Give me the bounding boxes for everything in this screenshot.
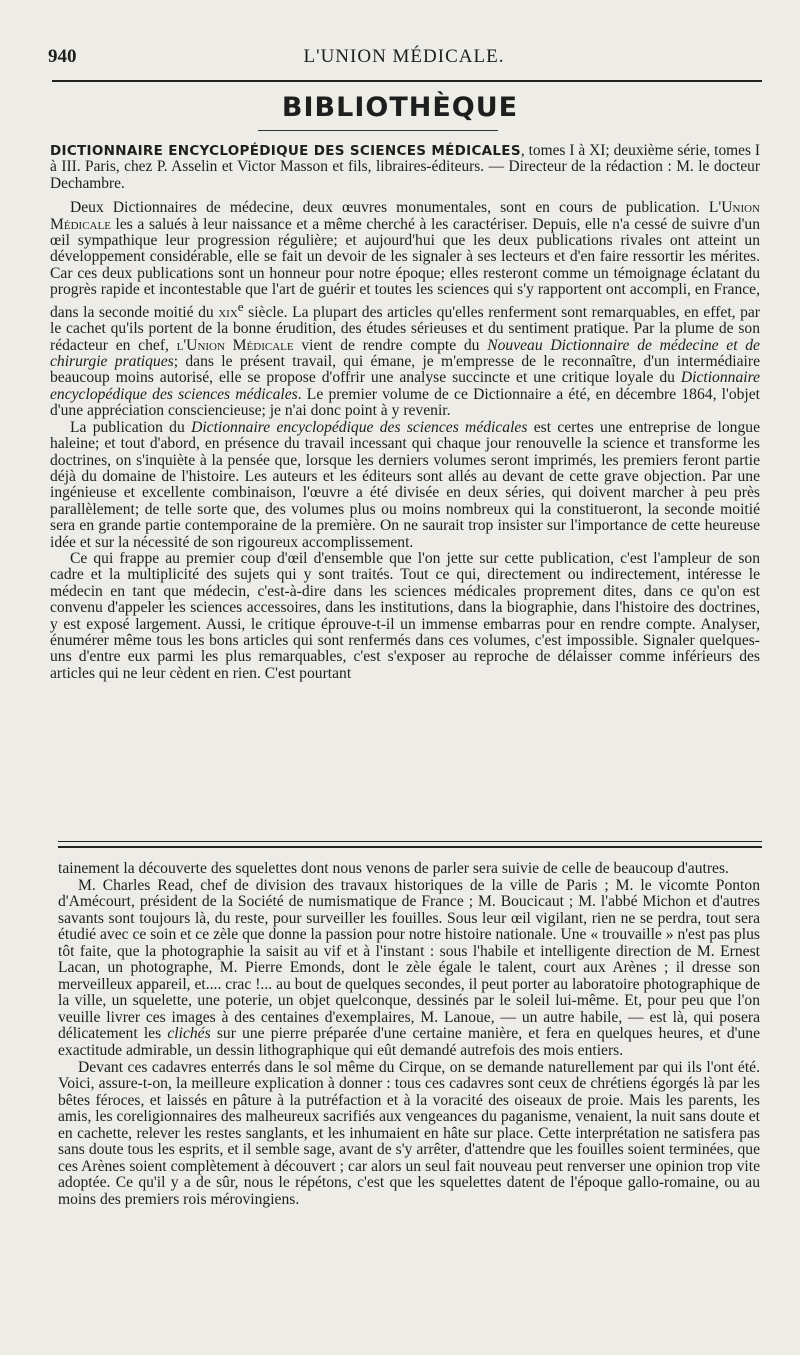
- paragraph: [50, 200, 760, 419]
- text-run: Deux Dictionnaires de médecine, deux œuvres monumentales, sont en cours de publication.: [70, 199, 709, 217]
- paragraph: Devant ces cadavres enterrés dans le sol même du Cirque, on se demande naturellement par qui ils l'ont été. Voici, assure-t-on, la meilleure explication à donner : tous ces cadavres sont ceux de chrétiens égorgés là par les bêtes féroces, et laissés en pâture à la putréfaction et à la voracité des oiseaux de proie. Mais les parents, les amis, les coreligionnaires des malheureux sacrifiés aux vengeances du paganisme, venaient, la nuit sans doute et en cachette, relever les restes sanglants, et les inhumaient en hâte sur place. Cette interprétation ne satisfera pas sans doute tous les esprits, et il semble sage, avant de s'y arrêter, d'attendre que les fouilles soient terminées, que ces Arènes soient complètement à découvert ; car alors un seul fait nouveau peut renverser une opinion trop vite adoptée. Ce qu'il y a de sûr, nous le répétons, c'est que les squelettes datent de l'époque gallo-romaine, ou au moins des premiers rois mérovingiens.: [58, 1058, 760, 1208]
- text-run: est certes une entreprise de longue haleine; et tout d'abord, en présence du travail incessant qui chaque jour renouvelle la science et transforme les doctrines, on s'inquiète à la pensée que, lorsque les derniers volumes seront imprimés, les premiers feront partie déjà du domaine de l'histoire. Les auteurs et les éditeurs sont allés au devant de cette grave objection. Par une ingénieuse et excellente combinaison, l'œuvre a été divisée en deux séries, qui doivent marcher à peu près parallèlement; de telle sorte que, des volumes plus ou moins nombreux qui la constitueront, la seconde moitié sera en grande partie contemporaine de la première. On ne saurait trop insister sur l'importance de cette heureuse idée et sur la nécessité de son rigoureux accomplissement.: [50, 418, 760, 551]
- text-run: siècle. La plupart des articles qu'elles renferment sont remarquables, en effet, par le cachet qu'ils portent de la bonne érudition, des études sérieuses et du sentiment pratique. Par la plume de son rédacteur en chef,: [50, 303, 761, 354]
- superscript: e: [237, 298, 244, 314]
- text-run: sur une pierre préparée d'une certaine manière, et fera en quelques heures, et d'une exactitude admirable, un dessin lithographique qui eût demandé autrefois des mois entiers.: [58, 1025, 760, 1060]
- text-run: ; dans le présent travail, qui émane, je m'empresse de le reconnaître, d'un intermédiaire beaucoup moins autorisé, elle se propose d'offrir une analyse succincte et une critique loyale du: [50, 353, 761, 387]
- cited-title: Dictionnaire encyclopédique des sciences médicales: [50, 369, 760, 403]
- text-run: . Le premier volume de ce Dictionnaire a été, en décembre 1864, l'objet d'une appréciation consciencieuse; je n'ai donc point à y revenir.: [50, 385, 760, 420]
- section-title: BIBLIOTHÈQUE: [281, 92, 519, 123]
- cited-title: Dictionnaire encyclopédique des sciences médicales: [191, 418, 528, 436]
- review-heading: [50, 143, 760, 192]
- text-run: M. Charles Read, chef de division des travaux historiques de la ville de Paris ; M. le vicomte Ponton d'Amécourt, président de la Société de numismatique de France ; M. Boucicaut ; M. l'abbé Michon et d'autres savants sont toujours là, du reste, pour surveiller les fouilles. Sous leur œil vigilant, rien ne se perdra, tout sera étudié avec ce soin et ce zèle que donne la passion pour notre histoire nationale. Une « trouvaille » n'est pas plus tôt faite, que la photographie la saisit au vif et à l'instant : sous l'habile et intelligente direction de M. Ernest Lacan, un photographe, M. Pierre Emonds, dont le zèle égale le talent, court aux Arènes ; il dresse son merveilleux appareil, et.... crac !... au bout de quelques secondes, il peut porter au laboratoire photographique de la ville, un squelette, une poterie, un objet quelconque, dessinés par le soleil lui-même. Et, pour peu que l'on veuille livrer ces images à des centaines d'exemplaires, M. Lanoue, — un autre habile, — est là, qui posera délicatement les: [58, 876, 760, 1043]
- journal-name: L'Union Médicale: [50, 199, 760, 233]
- paragraph: tainement la découverte des squelettes dont nous venons de parler sera suivie de celle de beaucoup d'autres.: [58, 860, 729, 877]
- paragraph: Ce qui frappe au premier coup d'œil d'ensemble que l'on jette sur cette publication, c'est l'ampleur de son cadre et la multiplicité des sujets qui y sont traités. Tout ce qui, directement ou indirectement, intéresse le médecin en tant que médecin, c'est-à-dire dans les sciences médicales proprement dites, dans ce qu'on est convenu d'appeler les sciences accessoires, dans les institutions, dans la biographie, dans l'histoire des doctrines, y est exposé largement. Aussi, le critique éprouve-t-il un immense embarras pour en rendre compte. Analyser, énumérer même tous les bons articles qui sont renfermés dans ces volumes, c'est impossible. Signaler quelques-uns d'entre eux parmi les plus remarquables, c'est s'exposer au reproche de délaisser comme inférieurs des articles qui ne leur cèdent en rien. C'est pourtant: [50, 549, 760, 682]
- paragraph: [50, 420, 760, 551]
- title-rule: [258, 130, 498, 131]
- italic-word: clichés: [167, 1025, 211, 1043]
- page-header: [48, 42, 760, 72]
- century-numeral: xix: [218, 303, 238, 321]
- page-number: 940: [48, 46, 77, 67]
- running-head: L'UNION MÉDICALE.: [303, 46, 505, 67]
- cited-title: Nouveau Dictionnaire de médecine et de chirurgie pratiques: [50, 336, 760, 371]
- review-details: , tomes I à XI; deuxième série, tomes I à III. Paris, chez P. Asselin et Victor Masson et fils, libraires-éditeurs. — Directeur de la rédaction : M. le docteur Dechambre.: [50, 142, 760, 192]
- review-title: DICTIONNAIRE ENCYCLOPÉDIQUE DES SCIENCES MÉDICALES: [50, 143, 521, 159]
- feuilleton-divider: [58, 841, 762, 848]
- paragraph: [58, 878, 760, 1060]
- text-run: La publication du: [70, 418, 192, 436]
- text-run: les a salués à leur naissance et a même cherché à les caractériser. Depuis, elle n'a cessé de suivre d'un œil sympathique leur progression régulière; et aujourd'hui que les deux publications rivales ont atteint un développement considérable, elle se fait un devoir de les signaler à ses lecteurs et d'en faire ressortir les mérites. Car ces deux publications sont un honneur pour notre époque; elles resteront comme un témoignage éclatant du progrès rapide et incontestable que l'art de guérir et toutes les sciences qui s'y rapportent ont accompli, en France, dans la seconde moitié du: [50, 215, 760, 321]
- header-rule: [52, 80, 762, 82]
- journal-name: l'Union Médicale: [176, 336, 294, 354]
- text-run: vient de rendre compte du: [293, 336, 488, 354]
- main-article: [50, 143, 760, 682]
- feuilleton-article: [58, 861, 760, 1208]
